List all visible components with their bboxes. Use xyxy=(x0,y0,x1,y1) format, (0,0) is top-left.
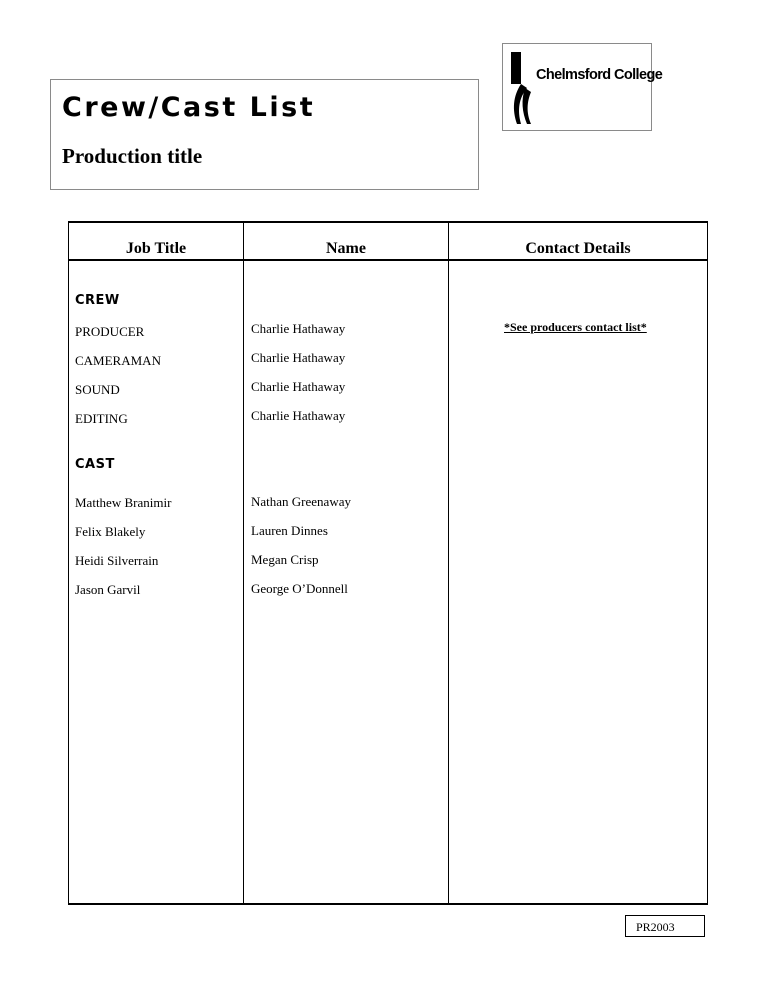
crew-job: CAMERAMAN xyxy=(75,353,161,368)
crew-job: EDITING xyxy=(75,411,128,426)
college-logo xyxy=(502,43,663,131)
cast-character: Matthew Branimir xyxy=(75,495,172,510)
logo-text: Chelmsford College xyxy=(536,67,663,83)
crew-cast-table xyxy=(68,221,708,905)
contact-note: *See producers contact list* xyxy=(504,320,647,334)
crew-name: Charlie Hathaway xyxy=(251,379,346,394)
document-title: Crew/Cast List xyxy=(62,92,316,123)
crew-job: SOUND xyxy=(75,382,120,397)
header-contact-details: Contact Details xyxy=(525,240,631,257)
header-name: Name xyxy=(326,240,366,257)
cast-actor: Nathan Greenaway xyxy=(251,494,351,509)
crew-name: Charlie Hathaway xyxy=(251,350,346,365)
title-box xyxy=(50,79,479,190)
header-job-title: Job Title xyxy=(125,240,187,257)
column-divider xyxy=(448,223,449,903)
header-divider xyxy=(69,259,707,261)
cast-actor: George O’Donnell xyxy=(251,581,348,596)
cast-actor: Megan Crisp xyxy=(251,552,319,567)
reference-code: PR2003 xyxy=(625,915,705,937)
logo-swoosh-icon xyxy=(509,50,537,126)
crew-job: PRODUCER xyxy=(75,324,145,339)
cast-character: Jason Garvil xyxy=(75,582,141,597)
production-title: Production title xyxy=(62,144,203,168)
cast-actor: Lauren Dinnes xyxy=(251,523,328,538)
crew-heading: CREW xyxy=(75,293,120,308)
cast-character: Heidi Silverrain xyxy=(75,553,159,568)
cast-heading: CAST xyxy=(75,457,115,472)
column-divider xyxy=(243,223,244,903)
crew-name: Charlie Hathaway xyxy=(251,321,346,336)
cast-character: Felix Blakely xyxy=(75,524,146,539)
crew-name: Charlie Hathaway xyxy=(251,408,346,423)
